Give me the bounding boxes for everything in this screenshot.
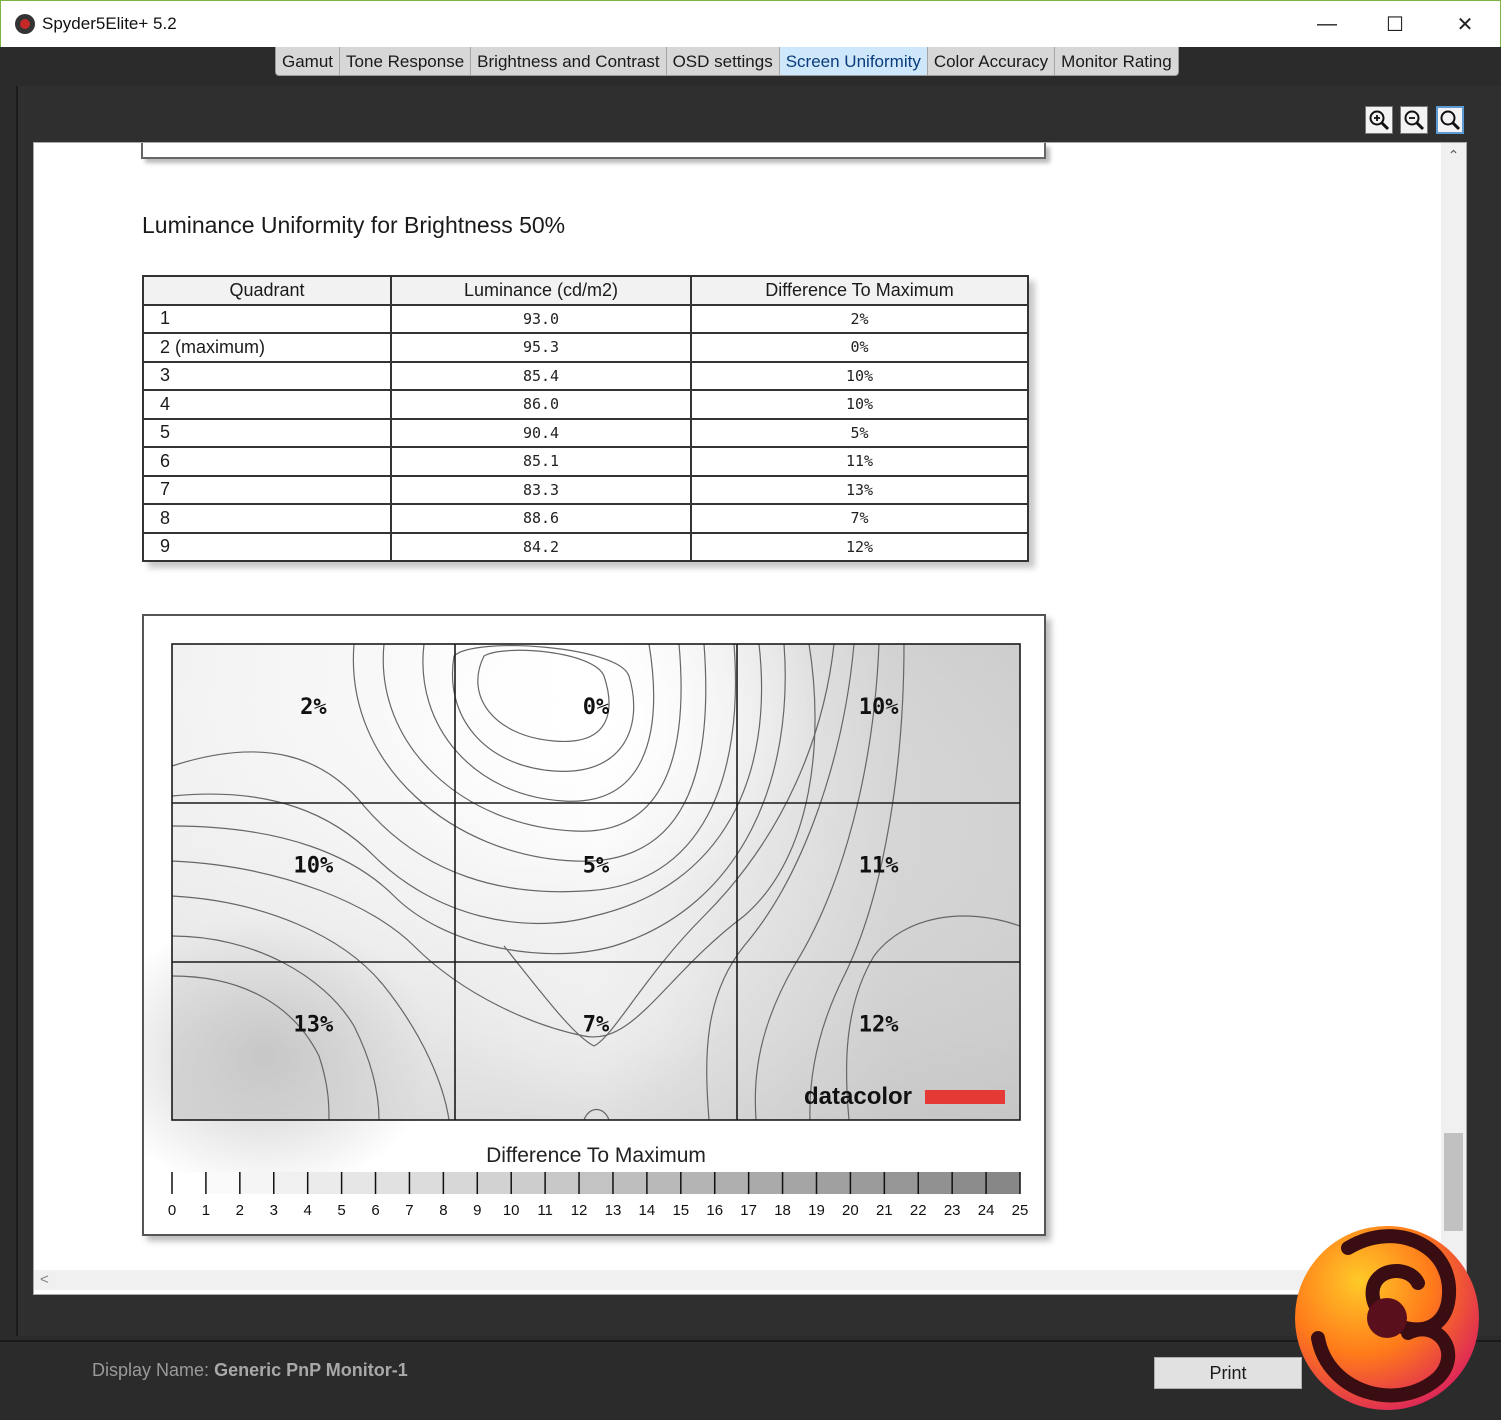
- tab-monitor-rating[interactable]: Monitor Rating: [1061, 52, 1172, 71]
- legend-swatch: [986, 1172, 1020, 1194]
- zoom-out-icon[interactable]: [1400, 106, 1428, 134]
- cell-luminance: 88.6: [391, 504, 691, 533]
- legend-swatch: [579, 1172, 613, 1194]
- cell-difference: 12%: [691, 533, 1028, 562]
- watermark-logo-icon: [1288, 1208, 1486, 1420]
- cell-difference: 10%: [691, 362, 1028, 391]
- legend-tick-label: 12: [570, 1202, 588, 1219]
- display-name-label: [92, 1360, 408, 1381]
- table-row: [143, 476, 1028, 505]
- column-header-luminance: Luminance (cd/m2): [391, 276, 691, 305]
- uniformity-chart-svg: [144, 616, 1044, 1234]
- cell-difference: 2%: [691, 305, 1028, 334]
- scroll-left-icon[interactable]: <: [40, 1271, 49, 1288]
- table-row: [143, 390, 1028, 419]
- uniformity-chart: [142, 614, 1046, 1236]
- cell-label: 7%: [582, 1012, 610, 1038]
- tab-screen-uniformity[interactable]: Screen Uniformity: [780, 47, 928, 75]
- legend-tick-label: 4: [303, 1202, 312, 1219]
- legend-swatch: [376, 1172, 410, 1194]
- legend-tick-label: 15: [672, 1202, 690, 1219]
- luminance-table: [142, 275, 1029, 562]
- cell-quadrant: 4: [143, 390, 391, 419]
- cell-luminance: 93.0: [391, 305, 691, 334]
- cell-luminance: 85.1: [391, 447, 691, 476]
- close-button[interactable]: ✕: [1456, 13, 1474, 36]
- legend-swatch: [240, 1172, 274, 1194]
- title-bar: [0, 0, 1501, 47]
- cell-quadrant: 6: [143, 447, 391, 476]
- cell-luminance: 85.4: [391, 362, 691, 391]
- table-row: [143, 362, 1028, 391]
- cell-label: 5%: [582, 853, 610, 879]
- legend-swatch: [783, 1172, 817, 1194]
- column-header-quadrant: Quadrant: [143, 276, 391, 305]
- table-row: [143, 419, 1028, 448]
- legend-tick-label: 17: [740, 1202, 757, 1219]
- table-row: [143, 504, 1028, 533]
- cell-luminance: 90.4: [391, 419, 691, 448]
- cell-label: 11%: [858, 853, 899, 879]
- legend-swatch: [342, 1172, 376, 1194]
- section-title: Luminance Uniformity for Brightness 50%: [142, 212, 566, 238]
- legend-title: Difference To Maximum: [486, 1144, 706, 1167]
- app-logo-icon: [15, 14, 35, 34]
- legend-swatch: [409, 1172, 443, 1194]
- tab-brightness-contrast[interactable]: Brightness and Contrast: [471, 47, 666, 75]
- legend-swatch: [172, 1172, 206, 1194]
- legend-tick-label: 21: [875, 1202, 893, 1219]
- legend-swatch: [443, 1172, 477, 1194]
- cell-quadrant: 9: [143, 533, 391, 562]
- cell-luminance: 84.2: [391, 533, 691, 562]
- cell-label: 10%: [293, 853, 334, 879]
- tab-osd-settings[interactable]: OSD settings: [667, 47, 780, 75]
- legend-tick-label: 9: [473, 1202, 482, 1219]
- display-name-value: Generic PnP Monitor-1: [214, 1360, 408, 1380]
- legend-tick-label: 20: [842, 1202, 859, 1219]
- legend-tick-label: 7: [405, 1202, 414, 1219]
- horizontal-scrollbar[interactable]: [34, 1270, 1441, 1290]
- tab-tone-response[interactable]: Tone Response: [340, 47, 471, 75]
- tab-color-accuracy[interactable]: Color Accuracy: [928, 47, 1055, 75]
- legend-swatch: [884, 1172, 918, 1194]
- column-header-difference: Difference To Maximum: [691, 276, 1028, 305]
- cell-difference: 0%: [691, 333, 1028, 362]
- tab-gamut[interactable]: Gamut: [276, 47, 340, 75]
- brand-logo-bar: [925, 1090, 1005, 1104]
- legend-tick-label: 2: [235, 1202, 245, 1219]
- legend-swatch: [206, 1172, 240, 1194]
- legend-tick-label: 3: [269, 1202, 278, 1219]
- legend-tick-label: 10: [502, 1202, 520, 1219]
- cell-luminance: 83.3: [391, 476, 691, 505]
- legend-swatch: [613, 1172, 647, 1194]
- cell-quadrant: 1: [143, 305, 391, 334]
- zoom-in-icon[interactable]: [1365, 106, 1393, 134]
- cell-difference: 7%: [691, 504, 1028, 533]
- cell-difference: 10%: [691, 390, 1028, 419]
- heatmap-area: [144, 616, 1020, 1196]
- print-button[interactable]: Print: [1154, 1357, 1302, 1389]
- cell-luminance: 86.0: [391, 390, 691, 419]
- legend-swatch: [308, 1172, 342, 1194]
- cell-quadrant: 8: [143, 504, 391, 533]
- zoom-fit-icon[interactable]: [1436, 106, 1464, 134]
- legend-tick-label: 8: [439, 1202, 448, 1219]
- maximize-button[interactable]: ☐: [1386, 13, 1404, 36]
- cell-difference: 5%: [691, 419, 1028, 448]
- center-highlight: [434, 846, 734, 1106]
- cell-luminance: 95.3: [391, 333, 691, 362]
- legend-tick-label: 25: [1011, 1202, 1029, 1219]
- legend-tick-label: 1: [201, 1202, 211, 1219]
- legend-tick-label: 13: [604, 1202, 622, 1219]
- cell-label: 10%: [858, 695, 899, 720]
- legend-swatch: [850, 1172, 884, 1194]
- brand-logo: datacolor: [804, 1083, 913, 1110]
- cell-label: 0%: [582, 695, 610, 720]
- cell-label: 2%: [300, 695, 327, 720]
- legend-tick-label: 0: [167, 1202, 177, 1219]
- legend-swatch: [816, 1172, 850, 1194]
- legend-tick-label: 18: [774, 1202, 791, 1219]
- cell-difference: 13%: [691, 476, 1028, 505]
- cell-quadrant: 2 (maximum): [143, 333, 391, 362]
- display-name-caption: Display Name:: [92, 1360, 210, 1380]
- legend-tick-label: 6: [371, 1202, 380, 1219]
- cell-difference: 11%: [691, 447, 1028, 476]
- legend-swatch: [681, 1172, 715, 1194]
- previous-section-box: [141, 143, 1046, 159]
- scroll-up-icon[interactable]: ⌃: [1447, 147, 1460, 163]
- table-row: [143, 305, 1028, 334]
- minimize-button[interactable]: —: [1317, 12, 1337, 35]
- cell-quadrant: 7: [143, 476, 391, 505]
- window-title: Spyder5Elite+ 5.2: [42, 14, 177, 33]
- cell-quadrant: 3: [143, 362, 391, 391]
- vertical-scrollbar[interactable]: [1441, 143, 1466, 1270]
- legend-swatch: [477, 1172, 511, 1194]
- table-row: [143, 333, 1028, 362]
- cell-quadrant: 5: [143, 419, 391, 448]
- legend-tick-label: 16: [706, 1202, 724, 1219]
- cell-label: 13%: [293, 1012, 334, 1038]
- legend-swatch: [918, 1172, 952, 1194]
- table-row: [143, 447, 1028, 476]
- legend-tick-label: 24: [977, 1202, 995, 1219]
- cell-label: 12%: [858, 1012, 899, 1038]
- legend-swatch: [545, 1172, 579, 1194]
- legend-tick-label: 19: [808, 1202, 825, 1219]
- legend-swatch: [952, 1172, 986, 1194]
- legend-tick-label: 23: [943, 1202, 961, 1219]
- legend-tick-label: 11: [537, 1202, 553, 1219]
- table-row: [143, 533, 1028, 562]
- legend-swatch: [715, 1172, 749, 1194]
- legend-swatch: [274, 1172, 308, 1194]
- report-tabs: [275, 47, 1179, 76]
- legend-swatch: [647, 1172, 681, 1194]
- legend-tick-label: 14: [638, 1202, 656, 1219]
- legend-swatch: [749, 1172, 783, 1194]
- table-header-row: [143, 276, 1028, 305]
- legend-swatch: [511, 1172, 545, 1194]
- legend-scale: [168, 1172, 1029, 1219]
- legend-tick-label: 22: [909, 1202, 927, 1219]
- legend-tick-label: 5: [337, 1202, 346, 1219]
